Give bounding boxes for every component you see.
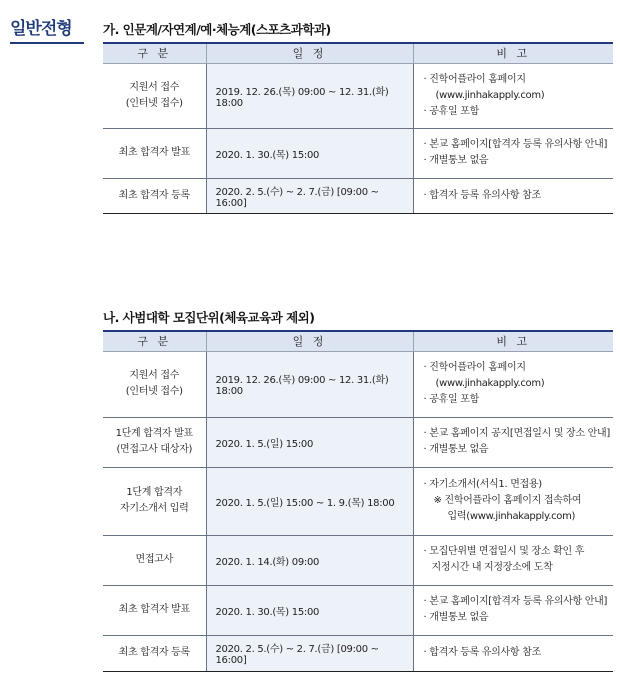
table-row: [103, 63, 613, 128]
schedule-table-b: [103, 330, 613, 672]
row-remarks: · 진학어플라이 홈페이지 (www.jinhakapply.com) · 공휴일 포함: [413, 63, 613, 128]
row-category: 면접고사: [103, 535, 206, 585]
row-date: 2019. 12. 26.(목) 09:00 ~ 12. 31.(화) 18:00: [206, 63, 413, 128]
header-schedule: 일 정: [206, 43, 413, 63]
section-b-title: 나. 사범대학 모집단위(체육교육과 제외): [103, 310, 315, 325]
row-category: 최초 합격자 등록: [103, 178, 206, 213]
row-date: 2020. 1. 5.(일) 15:00: [206, 417, 413, 467]
header-category: 구 분: [103, 331, 206, 351]
table-row: [103, 535, 613, 585]
row-date: 2020. 1. 30.(목) 15:00: [206, 128, 413, 178]
row-category: 지원서 접수 (인터넷 접수): [103, 351, 206, 417]
schedule-table-a: [103, 42, 613, 214]
row-date: 2020. 1. 30.(목) 15:00: [206, 585, 413, 635]
header-remarks: 비 고: [413, 43, 613, 63]
row-date: 2019. 12. 26.(목) 09:00 ~ 12. 31.(화) 18:00: [206, 351, 413, 417]
section-a-title: 가. 인문계/자연계/예·체능계(스포츠과학과): [103, 22, 331, 37]
table-header-row: [103, 43, 613, 63]
table-row: [103, 178, 613, 213]
section-side-title: 일반전형: [10, 19, 72, 39]
table-header-row: [103, 331, 613, 351]
row-remarks: · 자기소개서(서식1. 면접용) ※ 진학어플라이 홈페이지 접속하여 입력(www.jinhakapply.com): [413, 467, 613, 535]
header-schedule: 일 정: [206, 331, 413, 351]
row-category: 최초 합격자 등록: [103, 635, 206, 671]
row-remarks: · 본교 홈페이지 공지[면접일시 및 장소 안내] · 개별통보 없음: [413, 417, 613, 467]
header-category: 구 분: [103, 43, 206, 63]
row-date: 2020. 1. 14.(화) 09:00: [206, 535, 413, 585]
row-date: 2020. 1. 5.(일) 15:00 ~ 1. 9.(목) 18:00: [206, 467, 413, 535]
table-row: [103, 635, 613, 671]
row-category: 지원서 접수 (인터넷 접수): [103, 63, 206, 128]
row-remarks: · 진학어플라이 홈페이지 (www.jinhakapply.com) · 공휴일 포함: [413, 351, 613, 417]
row-date: 2020. 2. 5.(수) ~ 2. 7.(금) [09:00 ~ 16:00]: [206, 178, 413, 213]
table-row: [103, 351, 613, 417]
row-remarks: · 본교 홈페이지[합격자 등록 유의사항 안내] · 개별통보 없음: [413, 128, 613, 178]
row-date: 2020. 2. 5.(수) ~ 2. 7.(금) [09:00 ~ 16:00]: [206, 635, 413, 671]
row-remarks: · 본교 홈페이지[합격자 등록 유의사항 안내] · 개별통보 없음: [413, 585, 613, 635]
row-remarks: · 모집단위별 면접일시 및 장소 확인 후 지정시간 내 지정장소에 도착: [413, 535, 613, 585]
section-a: [103, 20, 613, 214]
row-category: 최초 합격자 발표: [103, 585, 206, 635]
side-title-underline: [10, 42, 84, 44]
row-category: 1단계 합격자 발표 (면접고사 대상자): [103, 417, 206, 467]
table-row: [103, 467, 613, 535]
table-row: [103, 417, 613, 467]
header-remarks: 비 고: [413, 331, 613, 351]
section-b: [103, 308, 613, 672]
table-row: [103, 585, 613, 635]
table-row: [103, 128, 613, 178]
row-remarks: · 합격자 등록 유의사항 참조: [413, 635, 613, 671]
row-category: 1단계 합격자 자기소개서 입력: [103, 467, 206, 535]
row-category: 최초 합격자 발표: [103, 128, 206, 178]
row-remarks: · 합격자 등록 유의사항 참조: [413, 178, 613, 213]
